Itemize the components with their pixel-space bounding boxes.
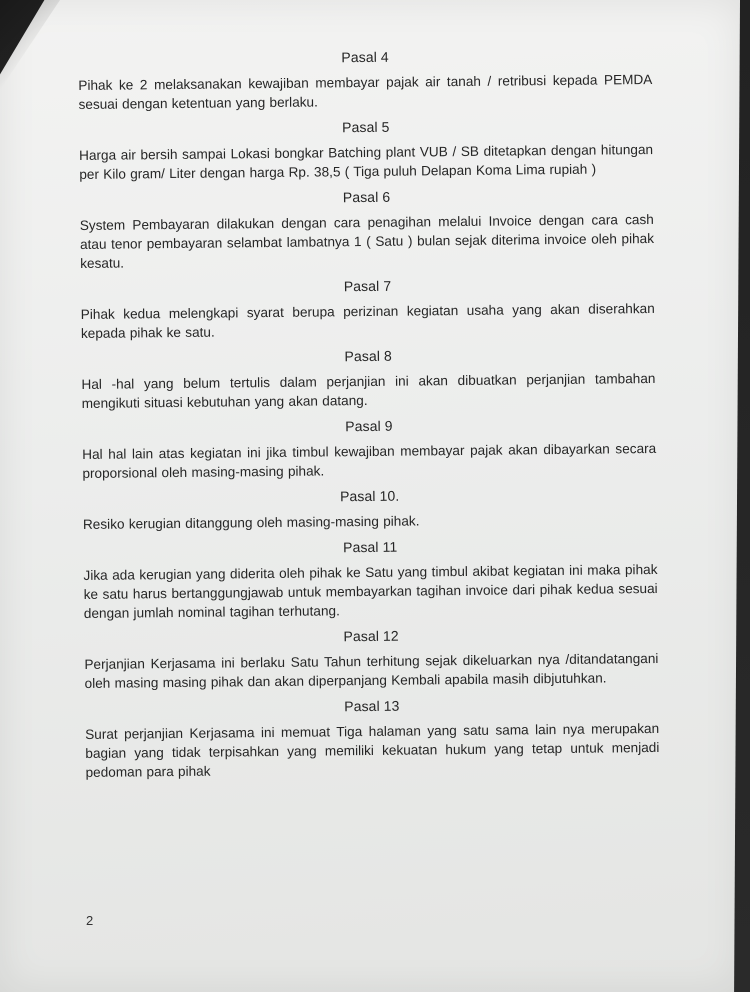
pasal-text: Pihak ke 2 melaksanakan kewajiban membayar pajak air tanah / retribusi kepada PEMDA sesuai dengan ketentuan yang berlaku.	[78, 71, 653, 112]
pasal-text: Perjanjian Kerjasama ini berlaku Satu Tahun terhitung sejak dikeluarkan nya /ditandatangani oleh masing masing pihak dan akan diperpanjang Kembali apabila masih dibjutuhkan.	[84, 650, 659, 691]
pasal-6-section	[79, 186, 654, 273]
pasal-text: Pihak kedua melengkapi syarat berupa perizinan kegiatan usaha yang akan diserahkan kepada pihak ke satu.	[80, 300, 655, 341]
pasal-text: Harga air bersih sampai Lokasi bongkar Batching plant VUB / SB ditetapkan dengan hitungan per Kilo gram/ Liter dengan harga Rp. 38,5 ( Tiga puluh Delapan Koma Lima rupiah )	[79, 141, 654, 182]
pasal-text: Resiko kerugian ditanggung oleh masing-masing pihak.	[82, 513, 420, 532]
pasal-text: Surat perjanjian Kerjasama ini memuat Tiga halaman yang satu sama lain nya merupakan bagian yang tidak terpisahkan yang memiliki kekuatan hukum yang tetap untuk menjadi pedoman para pihak	[85, 720, 660, 780]
pasal-title: Pasal 10.	[339, 487, 400, 505]
pasal-13-section	[85, 695, 660, 782]
pasal-12-section	[84, 625, 659, 693]
pasal-text: Jika ada kerugian yang diderita oleh pihak ke Satu yang timbul akibat kegiatan ini maka pihak ke satu harus bertanggungjawab untuk membayarkan tagihan invoice dari pihak kedua sesuai dengan jumlah nominal tagihan terhutang.	[83, 561, 658, 621]
pasal-10-section	[83, 485, 657, 534]
pasal-9-section	[82, 415, 657, 483]
pasal-text: Hal -hal yang belum tertulis dalam perjanjian ini akan dibuatkan perjanjian tambahan mengikuti situasi kebutuhan yang akan datang.	[81, 370, 656, 411]
pasal-5-section	[79, 116, 654, 184]
pasal-title: Pasal 11	[342, 538, 398, 556]
page-number: 2	[86, 913, 94, 928]
pasal-title: Pasal 5	[342, 118, 390, 136]
pasal-text: System Pembayaran dilakukan dengan cara penagihan melalui Invoice dengan cara cash atau tenor pembayaran selambat lambatnya 1 ( Satu ) bulan sejak diterima invoice oleh pihak kesatu.	[79, 211, 655, 271]
pasal-title: Pasal 13	[344, 697, 400, 715]
pasal-title: Pasal 8	[344, 347, 392, 365]
pasal-11-section	[83, 536, 658, 623]
pasal-text: Hal hal lain atas kegiatan ini jika timbul kewajiban membayar pajak akan dibayarkan secara proporsional oleh masing-masing pihak.	[82, 440, 657, 481]
pasal-8-section	[81, 345, 656, 413]
pasal-title: Pasal 12	[343, 627, 399, 645]
pasal-title: Pasal 4	[341, 48, 389, 66]
pasal-title: Pasal 7	[343, 277, 392, 295]
document-content	[78, 46, 660, 790]
pasal-7-section	[80, 275, 655, 343]
pasal-4-section	[78, 46, 653, 114]
pasal-title: Pasal 6	[342, 188, 391, 206]
pasal-title: Pasal 9	[345, 417, 393, 435]
